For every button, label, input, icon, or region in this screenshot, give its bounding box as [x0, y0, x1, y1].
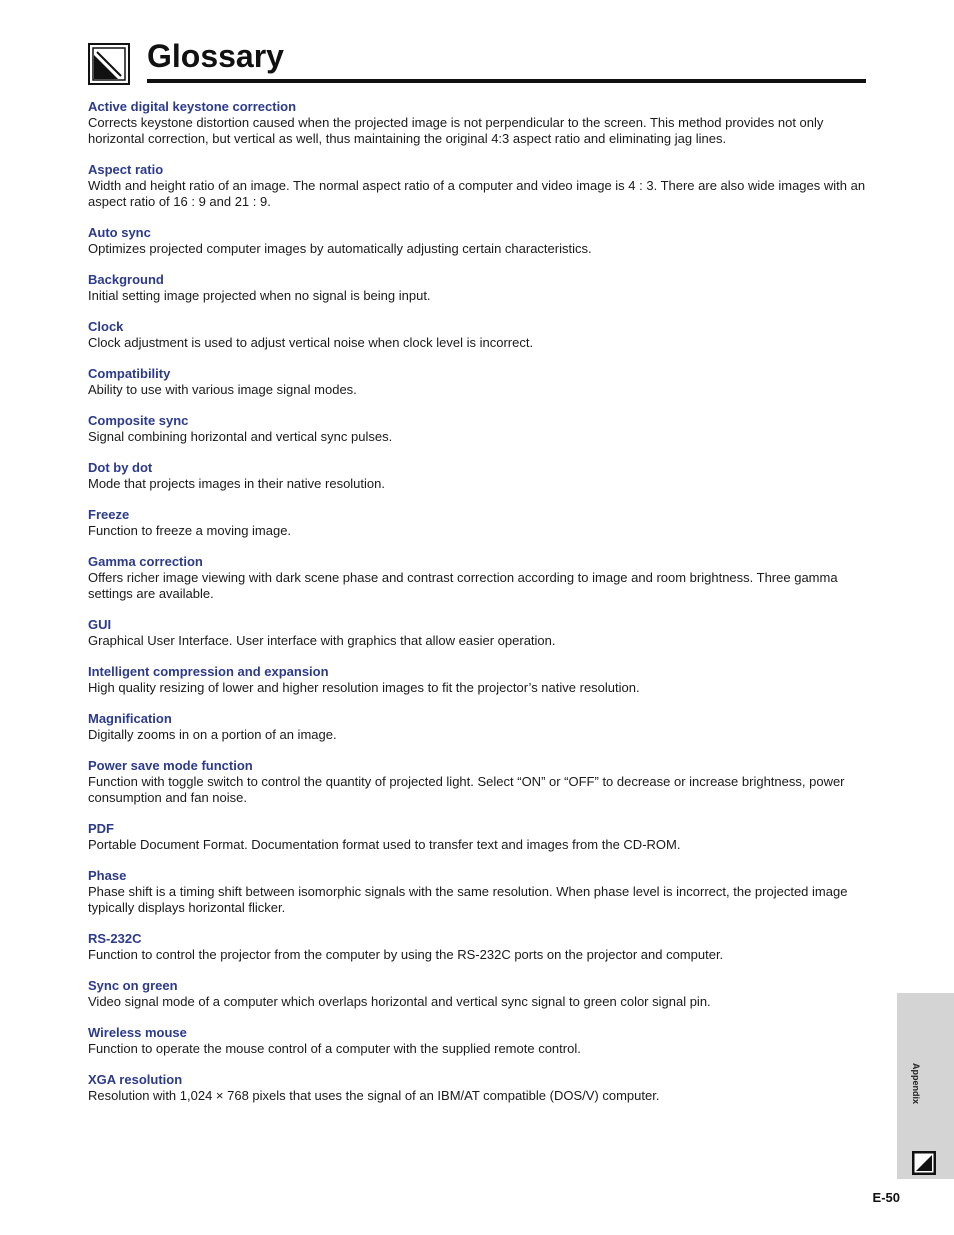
- glossary-definition: Portable Document Format. Documentation format used to transfer text and images from the CD-ROM.: [88, 837, 681, 852]
- glossary-term: Power save mode function: [88, 758, 253, 773]
- glossary-definition: Phase shift is a timing shift between isomorphic signals with the same resolution. When phase level is incorrect, the projected image typically displays horizontal flicker.: [88, 884, 848, 915]
- glossary-entry: [88, 319, 866, 351]
- glossary-term: Intelligent compression and expansion: [88, 664, 329, 679]
- glossary-term: Auto sync: [88, 225, 151, 240]
- glossary-definition: Ability to use with various image signal modes.: [88, 382, 357, 397]
- glossary-entry: [88, 978, 866, 1010]
- glossary-term: Magnification: [88, 711, 172, 726]
- glossary-term: XGA resolution: [88, 1072, 183, 1087]
- glossary-definition: Function to control the projector from the computer by using the RS-232C ports on the projector and computer.: [88, 947, 724, 962]
- glossary-definition: Mode that projects images in their native resolution.: [88, 476, 385, 491]
- glossary-definition: Initial setting image projected when no signal is being input.: [88, 288, 431, 303]
- glossary-term: Composite sync: [88, 413, 189, 428]
- page-title: Glossary: [147, 38, 284, 74]
- glossary-definition: Graphical User Interface. User interface with graphics that allow easier operation.: [88, 633, 556, 648]
- glossary-entry: [88, 617, 866, 649]
- glossary-entry: [88, 821, 866, 853]
- glossary-entry: [88, 868, 866, 916]
- glossary-entry: [88, 460, 866, 492]
- glossary-term: Gamma correction: [88, 554, 203, 569]
- glossary-definition: High quality resizing of lower and higher resolution images to fit the projector’s native resolution.: [88, 680, 640, 695]
- glossary-term: Sync on green: [88, 978, 178, 993]
- title-rule: [147, 79, 866, 83]
- glossary-definition: Function to freeze a moving image.: [88, 523, 292, 538]
- glossary-entry: [88, 413, 866, 445]
- glossary-entry: [88, 99, 866, 147]
- glossary-term: Wireless mouse: [88, 1025, 187, 1040]
- glossary-entry: [88, 931, 866, 963]
- glossary-definition: Digitally zooms in on a portion of an image.: [88, 727, 337, 742]
- glossary-definition: Width and height ratio of an image. The normal aspect ratio of a computer and video image is 4 : 3. There are also wide images with an aspect ratio of 16 : 9 and 21 : 9.: [88, 178, 866, 209]
- glossary-term: Active digital keystone correction: [88, 99, 297, 114]
- glossary-definition: Video signal mode of a computer which overlaps horizontal and vertical sync signal to green color signal pin.: [88, 994, 711, 1009]
- glossary-entry: [88, 162, 866, 210]
- glossary-definition: Optimizes projected computer images by automatically adjusting certain characteristics.: [88, 241, 592, 256]
- side-tab-label: Appendix: [911, 1063, 921, 1105]
- glossary-entry: [88, 554, 866, 602]
- page-number: E-50: [872, 1190, 900, 1205]
- glossary-definition: Offers richer image viewing with dark scene phase and contrast correction according to image and room brightness. Three gamma settings are available.: [88, 570, 838, 601]
- glossary-term: Compatibility: [88, 366, 171, 381]
- appendix-side-tab: [897, 993, 954, 1179]
- glossary-term: Background: [88, 272, 164, 287]
- glossary-term: Freeze: [88, 507, 130, 522]
- glossary-term: Dot by dot: [88, 460, 153, 475]
- glossary-list: [88, 99, 866, 1119]
- glossary-term: RS-232C: [88, 931, 142, 946]
- glossary-entry: [88, 711, 866, 743]
- glossary-definition: Function to operate the mouse control of a computer with the supplied remote control.: [88, 1041, 581, 1056]
- glossary-term: PDF: [88, 821, 114, 836]
- glossary-definition: Resolution with 1,024 × 768 pixels that uses the signal of an IBM/AT compatible (DOS/V) computer.: [88, 1088, 660, 1103]
- glossary-entry: [88, 272, 866, 304]
- glossary-entry: [88, 366, 866, 398]
- glossary-term: Clock: [88, 319, 124, 334]
- glossary-entry: [88, 225, 866, 257]
- glossary-definition: Clock adjustment is used to adjust vertical noise when clock level is incorrect.: [88, 335, 534, 350]
- appendix-section-icon: [912, 1151, 936, 1175]
- glossary-definition: Signal combining horizontal and vertical sync pulses.: [88, 429, 393, 444]
- page-header: [88, 40, 866, 84]
- glossary-term: Aspect ratio: [88, 162, 164, 177]
- glossary-term: GUI: [88, 617, 112, 632]
- glossary-entry: [88, 758, 866, 806]
- glossary-section-icon: [88, 43, 130, 85]
- glossary-term: Phase: [88, 868, 127, 883]
- glossary-definition: Corrects keystone distortion caused when the projected image is not perpendicular to the screen. This method provides not only horizontal correction, but vertical as well, thus maintaining the original 4:3 aspect ratio and eliminating jag lines.: [88, 115, 824, 146]
- glossary-entry: [88, 1025, 866, 1057]
- glossary-entry: [88, 1072, 866, 1104]
- glossary-entry: [88, 664, 866, 696]
- glossary-entry: [88, 507, 866, 539]
- glossary-definition: Function with toggle switch to control the quantity of projected light. Select “ON” or “OFF” to decrease or increase brightness, power consumption and fan noise.: [88, 774, 845, 805]
